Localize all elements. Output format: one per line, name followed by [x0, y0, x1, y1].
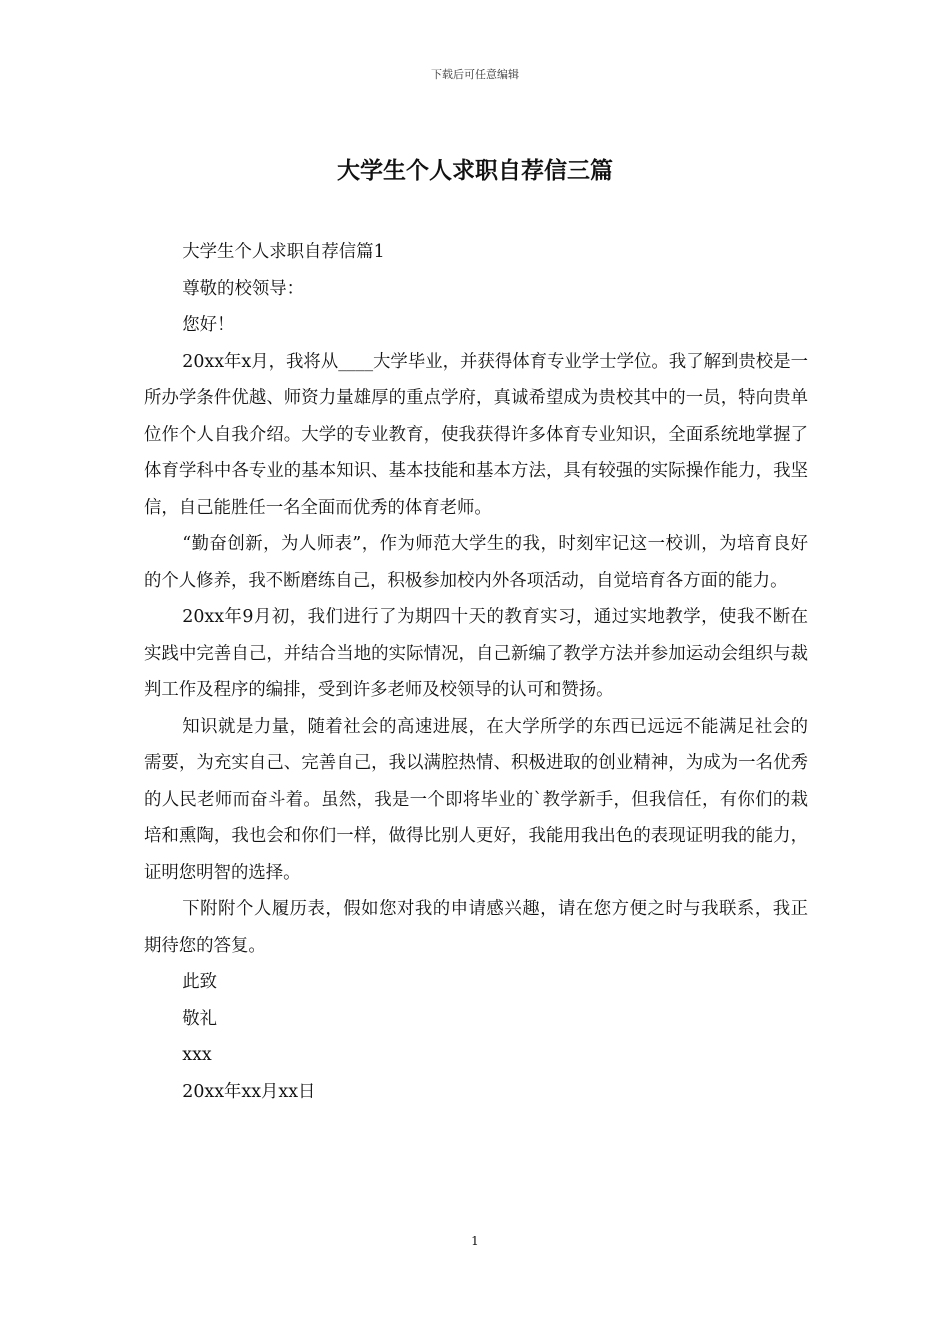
closing-salute: 敬礼: [182, 1008, 218, 1029]
paragraph-internship: 20xx年9月初，我们进行了为期四十天的教育实习，通过实地教学，使我不断在实践中完善自己，并结合当地的实际情况，自己新编了教学方法并参加运动会组织与裁判工作及程序的编排，受到许多老师及校领导的认可和赞扬。: [144, 607, 808, 700]
paragraph-closing-request: 下附附个人履历表，假如您对我的申请感兴趣，请在您方便之时与我联系，我正期待您的答复。: [144, 899, 808, 956]
header-note: 下载后可任意编辑: [431, 68, 519, 81]
paragraph-knowledge: 知识就是力量，随着社会的高速进展，在大学所学的东西已远远不能满足社会的需要，为充实自己、完善自己，我以满腔热情、积极进取的创业精神，为成为一名优秀的人民老师而奋斗着。虽然，我是一个即将毕业的`教学新手，但我信任，有你们的栽培和熏陶，我也会和你们一样，做得比别人更好，我能用我出色的表现证明我的能力，证明您明智的选择。: [144, 716, 808, 883]
document-body: [144, 234, 808, 1110]
closing-phrase: 此致: [182, 972, 218, 992]
document-title: 大学生个人求职自荐信三篇: [337, 158, 613, 184]
page-number: 1: [471, 1234, 479, 1248]
greeting: 您好！: [182, 315, 235, 335]
paragraph-motto: “勤奋创新，为人师表”，作为师范大学生的我，时刻牢记这一校训，为培育良好的个人修养，我不断磨练自己，积极参加校内外各项活动，自觉培育各方面的能力。: [144, 534, 808, 591]
signature-name: xxx: [182, 1045, 212, 1065]
signature-date: 20xx年xx月xx日: [182, 1081, 316, 1102]
section-heading: 大学生个人求职自荐信篇1: [182, 242, 385, 262]
salutation: 尊敬的校领导：: [182, 278, 305, 299]
paragraph-introduction: 20xx年x月，我将从____大学毕业，并获得体育专业学士学位。我了解到贵校是一所办学条件优越、师资力量雄厚的重点学府，真诚希望成为贵校其中的一员，特向贵单位作个人自我介绍。大学的专业教育，使我获得许多体育专业知识，全面系统地掌握了体育学科中各专业的基本知识、基本技能和基本方法，具有较强的实际操作能力，我坚信，自己能胜任一名全面而优秀的体育老师。: [144, 351, 808, 518]
